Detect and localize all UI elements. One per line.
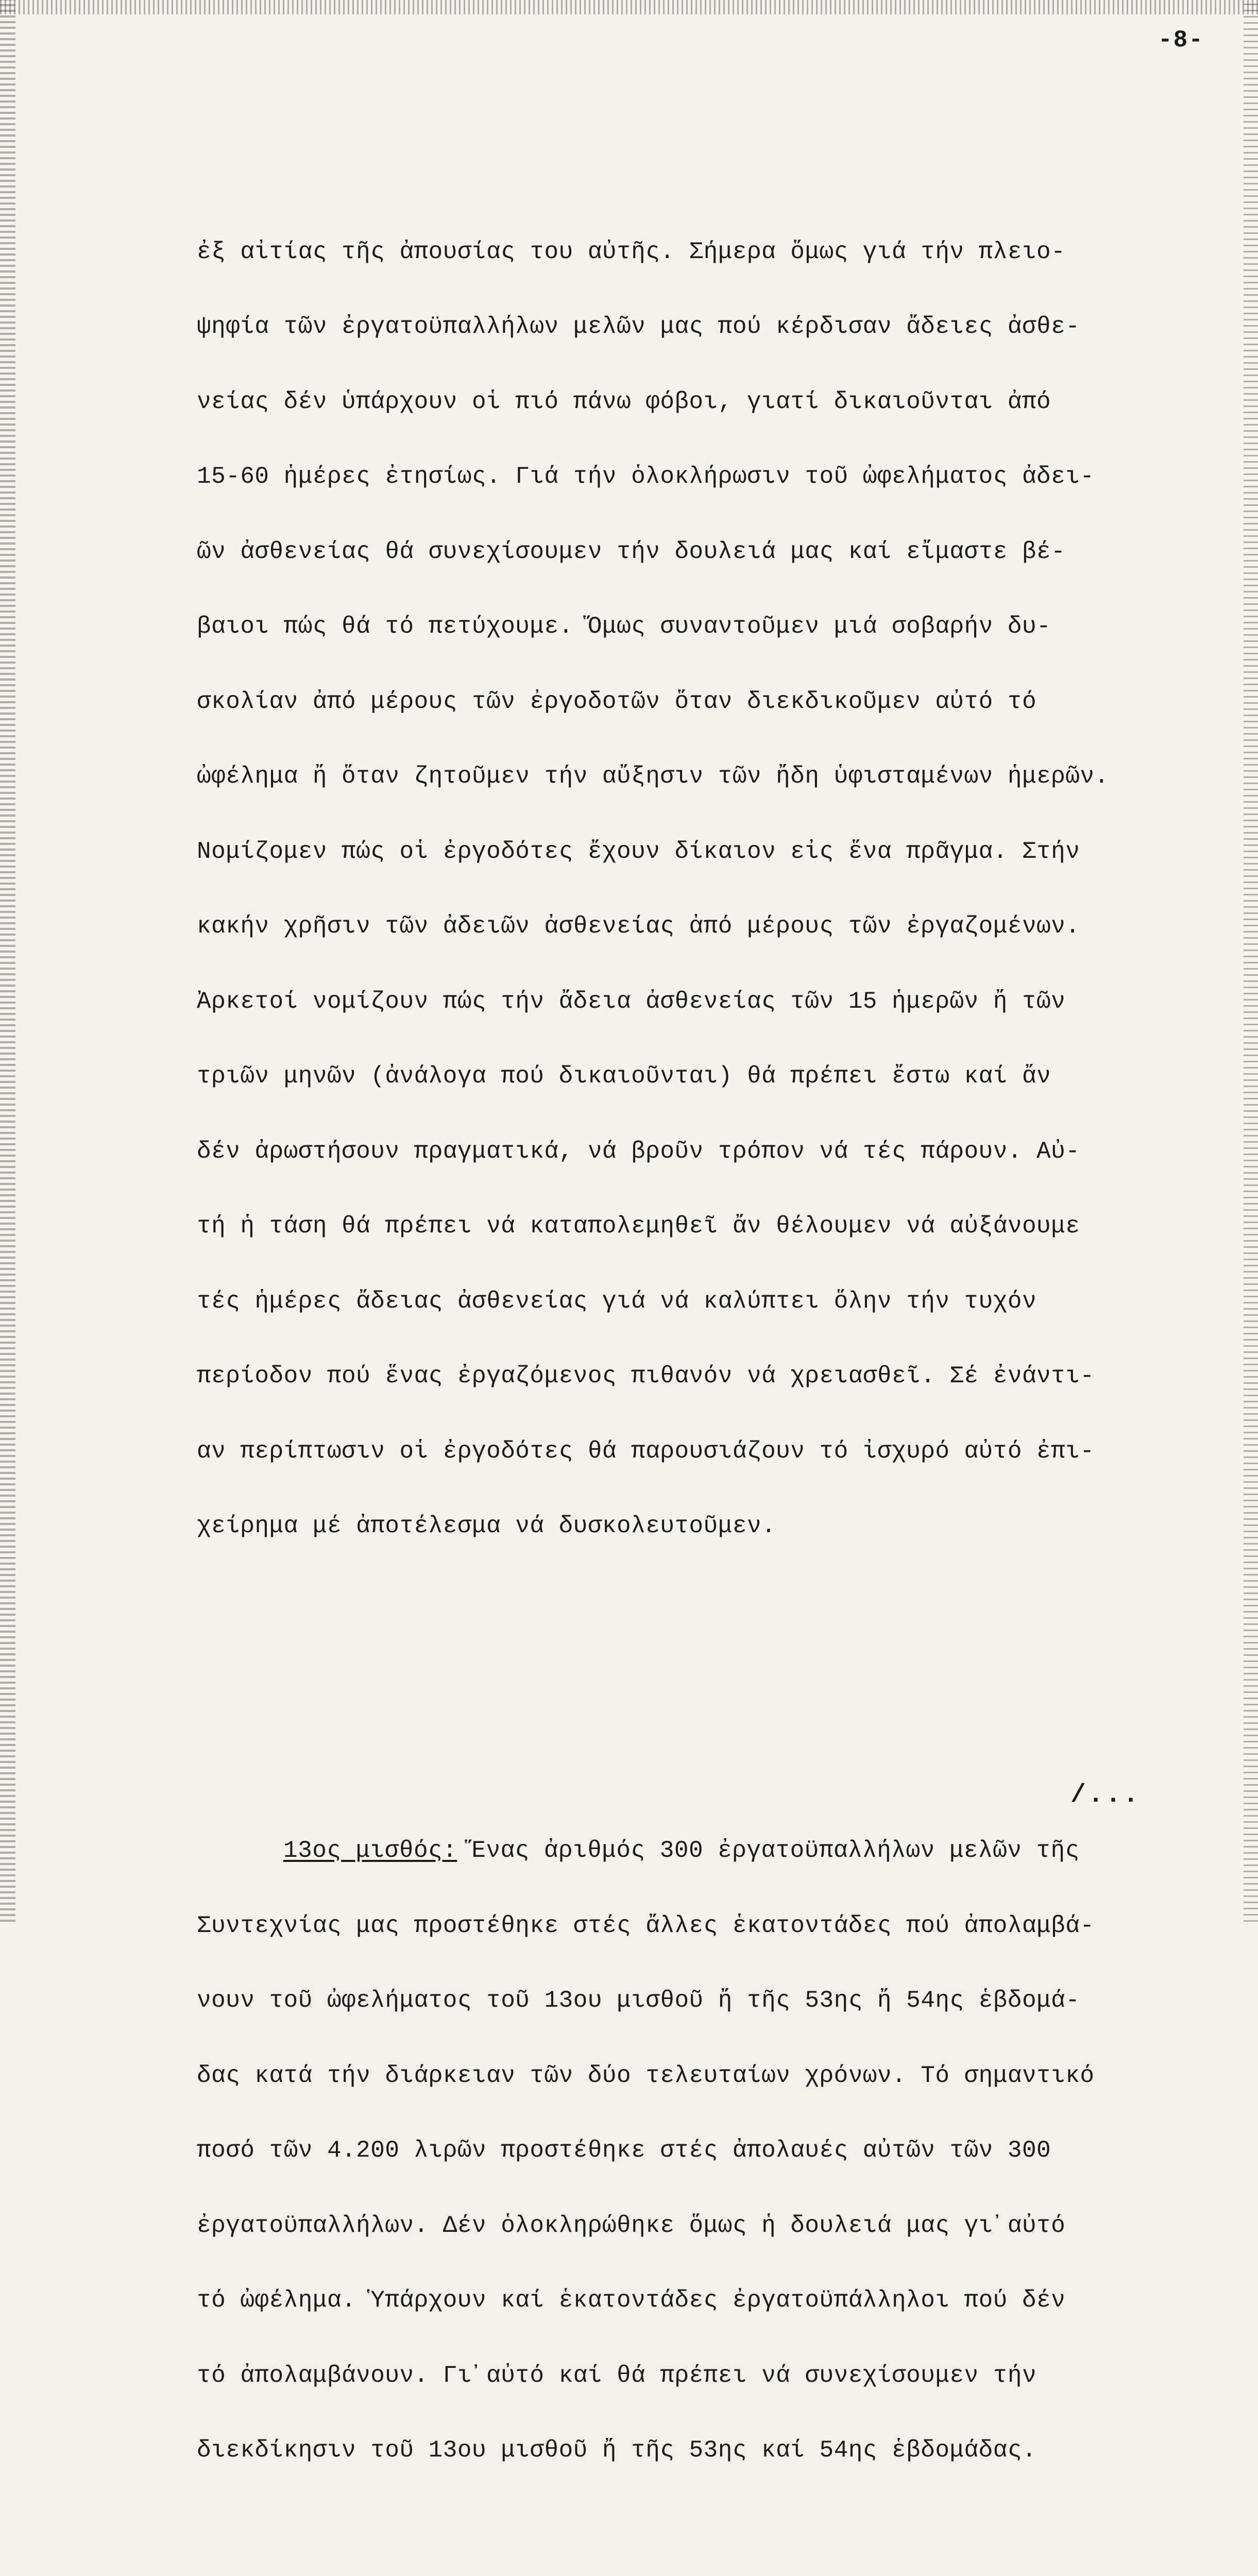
text-line: ἐξ αἰτίας τῆς ἀπουσίας του αὐτῆς. Σήμερα ὅμως γιά τήν πλειο- — [197, 238, 1066, 265]
text-line: δέν ἀρωστήσουν πραγματικά, νά βροῦν τρόπον νά τές πάρουν. Αὐ- — [197, 1138, 1080, 1165]
section-heading: 13ος μισθός: — [283, 1837, 457, 1864]
text-line: νουν τοῦ ὠφελήματος τοῦ 13ου μισθοῦ ἤ τῆς 53ης ἤ 54ης ἑβδομά- — [197, 1987, 1080, 2014]
section-first-line — [197, 1838, 1181, 1863]
text-line: 15-60 ἡμέρες ἐτησίως. Γιά τήν ὁλοκλήρωσιν τοῦ ὠφελήματος ἀδει- — [197, 463, 1095, 490]
scan-edge-top — [0, 0, 1258, 14]
text-line: δας κατά τήν διάρκειαν τῶν δύο τελευταίων χρόνων. Τό σημαντικό — [197, 2062, 1095, 2089]
text-line: νείας δέν ὑπάρχουν οἱ πιό πάνω φόβοι, γιατί δικαιοῦνται ἀπό — [197, 388, 1051, 415]
page-number: -8- — [1158, 27, 1204, 54]
text-line: βαιοι πώς θά τό πετύχουμε. Ὅμως συναντοῦμεν μιά σοβαρήν δυ- — [197, 613, 1051, 640]
text-line: τό ὠφέλημα. Ὑπάρχουν καί ἑκατοντάδες ἐργατοϋπάλληλοι πού δέν — [197, 2287, 1066, 2314]
text-line: τριῶν μηνῶν (ἀνάλογα πού δικαιοῦνται) θά πρέπει ἔστω καί ἄν — [197, 1063, 1051, 1090]
scan-edge-right — [1244, 0, 1258, 1922]
text-line: περίοδον πού ἕνας ἐργαζόμενος πιθανόν νά χρειασθεῖ. Σέ ἐνάντι- — [197, 1363, 1095, 1389]
intro-paragraph — [197, 190, 1181, 1589]
text-line: χείρημα μέ ἀποτέλεσμα νά δυσκολευτοῦμεν. — [197, 1513, 776, 1539]
text-line: τό ἀπολαμβάνουν. Γι᾽αὐτό καί θά πρέπει νά συνεχίσουμεν τήν — [197, 2362, 1037, 2389]
text-line: τή ἡ τάση θά πρέπει νά καταπολεμηθεῖ ἄν θέλουμεν νά αὐξάνουμε — [197, 1213, 1080, 1240]
text-line: ψηφία τῶν ἐργατοϋπαλλήλων μελῶν μας πού κέρδισαν ἄδειες ἀσθε- — [197, 313, 1080, 340]
text-line: διεκδίκησιν τοῦ 13ου μισθοῦ ἤ τῆς 53ης καί 54ης ἑβδομάδας. — [197, 2437, 1037, 2464]
text-line: Νομίζομεν πώς οἱ ἐργοδότες ἔχουν δίκαιον εἰς ἕνα πρᾶγμα. Στήν — [197, 838, 1080, 865]
scan-edge-left — [0, 0, 15, 1922]
text-line: τές ἡμέρες ἄδειας ἀσθενείας γιά νά καλύπτει ὅλην τήν τυχόν — [197, 1287, 1037, 1315]
text-line: κακήν χρῆσιν τῶν ἀδειῶν ἀσθενείας ἀπό μέρους τῶν ἐργαζομένων. — [197, 913, 1080, 940]
document-body — [197, 114, 1181, 2576]
paragraph-gap — [197, 1664, 1181, 1688]
text-line: ἐργατοϋπαλλήλων. Δέν ὁλοκληρώθηκε ὅμως ἡ δουλειά μας γι᾽αὐτό — [197, 2212, 1066, 2239]
text-line: ῶν ἀσθενείας θά συνεχίσουμεν τήν δουλειά μας καί εἴμαστε βέ- — [197, 538, 1066, 565]
text-fragment: Ἕνας ἀριθμός 300 ἐργατοϋπαλλήλων μελῶν τῆς — [457, 1837, 1080, 1864]
section-13th-salary — [197, 1788, 1181, 2513]
text-line: Συντεχνίας μας προστέθηκε στές ἄλλες ἑκατοντάδες πού ἀπολαμβά- — [197, 1912, 1095, 1939]
text-line: ὠφέλημα ἤ ὅταν ζητοῦμεν τήν αὔξησιν τῶν ἤδη ὑφισταμένων ἡμερῶν. — [197, 763, 1109, 790]
text-line: σκολίαν ἀπό μέρους τῶν ἐργοδοτῶν ὅταν διεκδικοῦμεν αὐτό τό — [197, 688, 1037, 715]
text-line: ποσό τῶν 4.200 λιρῶν προστέθηκε στές ἀπολαυές αὐτῶν τῶν 300 — [197, 2137, 1051, 2164]
text-line: Ἀρκετοί νομίζουν πώς τήν ἄδεια ἀσθενείας τῶν 15 ἡμερῶν ἤ τῶν — [197, 988, 1066, 1015]
text-line: αν περίπτωσιν οἱ ἐργοδότες θά παρουσιάζουν τό ἰσχυρό αὐτό ἐπι- — [197, 1437, 1095, 1465]
continuation-mark: /... — [1070, 1781, 1141, 1810]
